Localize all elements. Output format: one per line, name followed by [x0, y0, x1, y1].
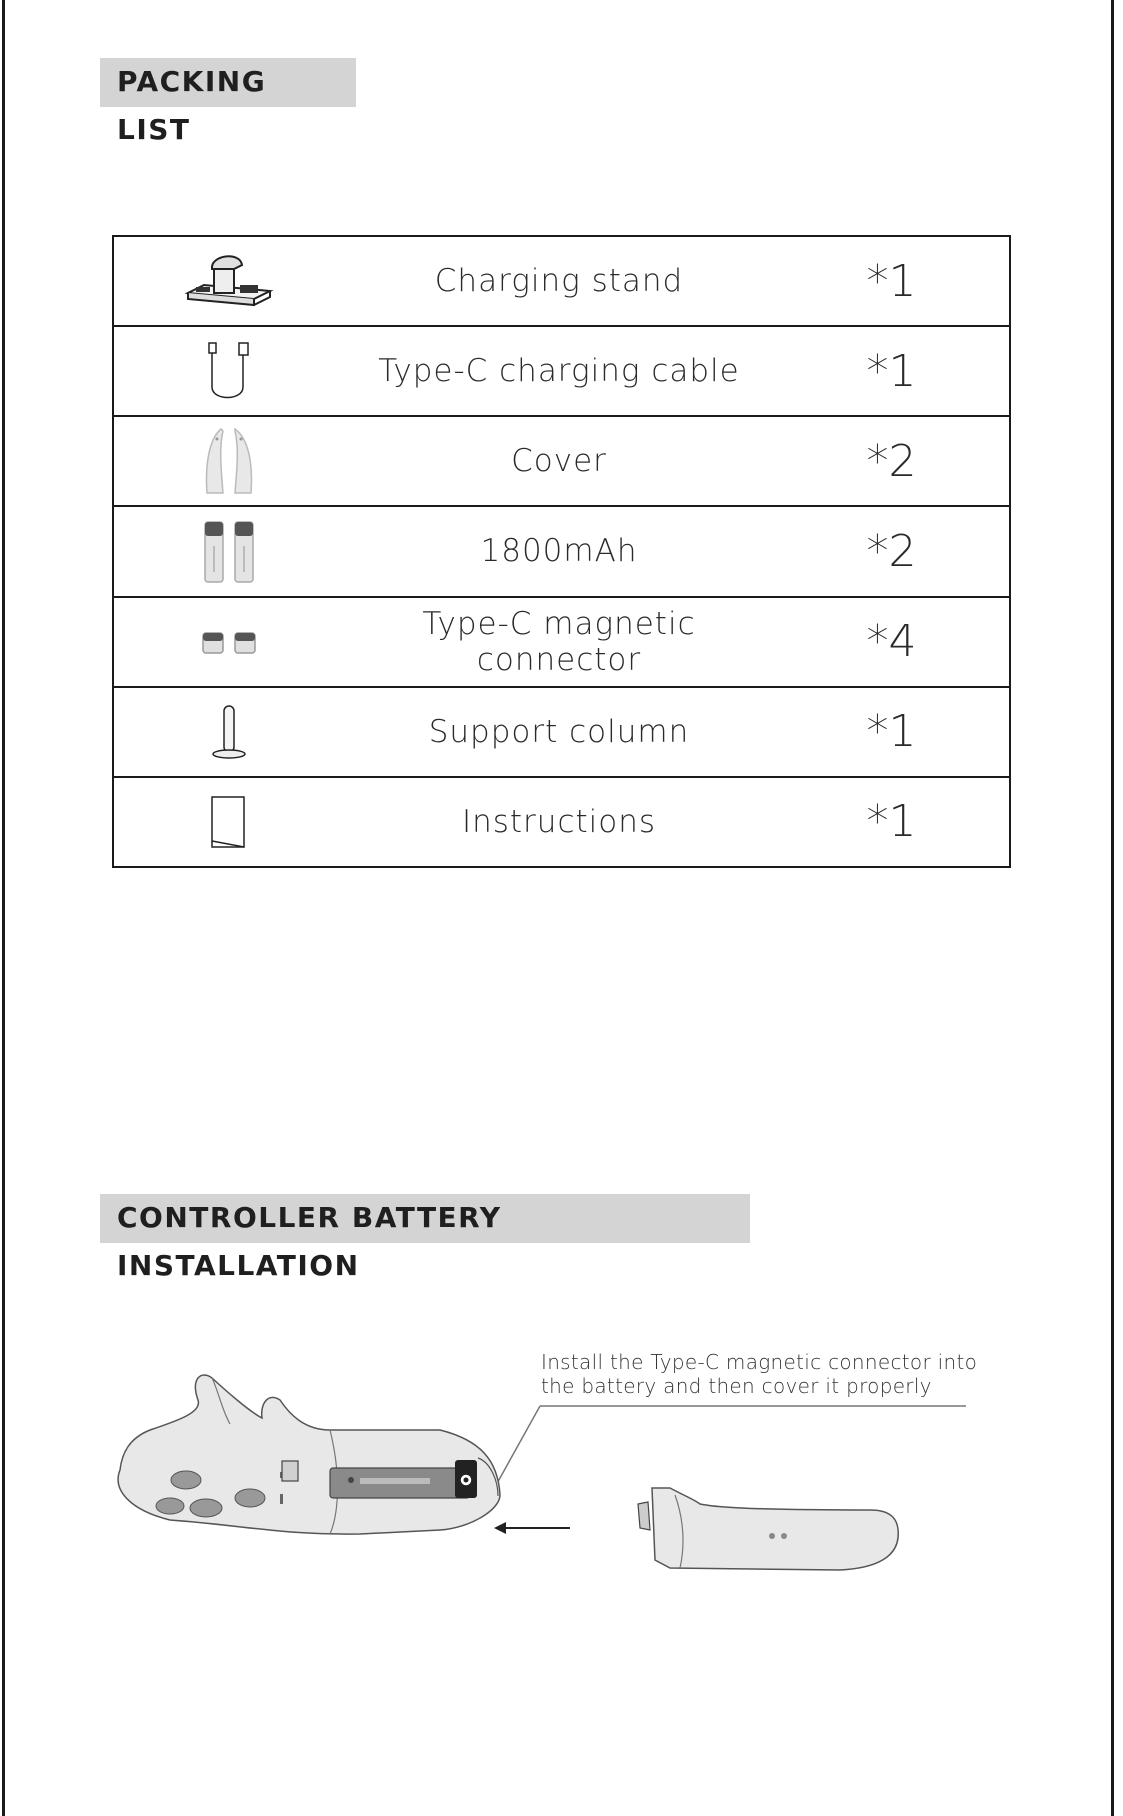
table-row: [113, 326, 1010, 416]
packing-list-title: PACKING LIST: [100, 58, 356, 107]
instruction-line-1: Install the Type-C magnetic connector into: [541, 1350, 978, 1374]
item-name: Instructions: [344, 777, 774, 867]
table-row: [113, 416, 1010, 506]
table-row: [113, 777, 1010, 867]
item-name: Support column: [344, 687, 774, 777]
instructions-icon: [204, 791, 254, 853]
item-quantity: *1: [774, 687, 1010, 777]
item-quantity: *1: [774, 326, 1010, 416]
table-row: [113, 597, 1010, 687]
type-c-cable-icon: [199, 339, 259, 403]
battery-installation-title: CONTROLLER BATTERY INSTALLATION: [100, 1194, 750, 1243]
item-quantity: *4: [774, 597, 1010, 687]
controller-illustration: [118, 1375, 500, 1534]
item-quantity: *2: [774, 416, 1010, 506]
item-quantity: *1: [774, 236, 1010, 326]
item-quantity: *1: [774, 777, 1010, 867]
item-name: Cover: [344, 416, 774, 506]
packing-list-table: [112, 235, 1011, 868]
item-name: Type-C charging cable: [344, 326, 774, 416]
cover-icon: [199, 425, 259, 497]
battery-icon: [197, 518, 261, 584]
item-quantity: *2: [774, 506, 1010, 596]
item-name: Charging stand: [344, 236, 774, 326]
support-column-icon: [204, 700, 254, 764]
table-row: [113, 236, 1010, 326]
instruction-line-2: the battery and then cover it properly: [541, 1374, 932, 1398]
insert-direction-arrow: [494, 1522, 570, 1534]
item-name: 1800mAh: [344, 506, 774, 596]
table-row: [113, 506, 1010, 596]
cover-illustration: [638, 1488, 898, 1570]
battery-installation-diagram: [110, 1320, 1010, 1620]
item-name: Type-C magnetic connector: [344, 597, 774, 687]
table-row: [113, 687, 1010, 777]
charging-stand-icon: [184, 249, 274, 313]
magnetic-connector-icon: [197, 625, 261, 659]
